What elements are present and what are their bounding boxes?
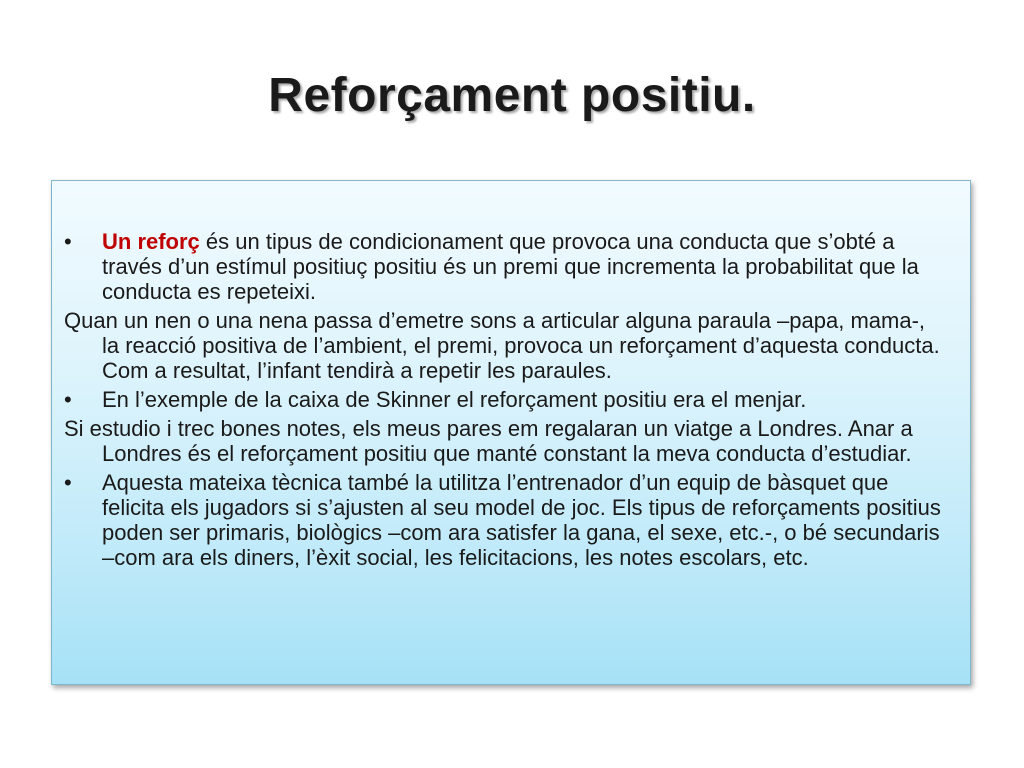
paragraph-text: Aquesta mateixa tècnica també la utilitza l’entrenador d’un equip de bàsquet que felicita els jugadors si s’ajusten al seu model de joc. Els tipus de reforçaments positius poden ser primaris, biològics –com ara satisfer la gana, el sexe, etc.-, o bé secundaris –com ara els diners, l’èxit social, les felicitacions, les notes escolars, etc. [102,470,941,570]
plain-paragraph-4 [64,416,942,466]
paragraph-text: Quan un nen o una nena passa d’emetre sons a articular alguna paraula –papa, mama-, la reacció positiva de l’ambient, el premi, provoca un reforçament d’aquesta conducta. Com a resultat, l’infant tendirà a repetir les paraules. [64,308,940,383]
bullet-icon: • [64,387,72,412]
bullet-icon: • [64,470,72,495]
content-box [51,180,971,685]
paragraph-text: En l’exemple de la caixa de Skinner el reforçament positiu era el menjar. [102,387,807,412]
paragraph-text: Si estudio i trec bones notes, els meus pares em regalaran un viatge a Londres. Anar a Londres és el reforçament positiu que manté constant la meva conducta d’estudiar. [64,416,913,466]
bullet-paragraph-5 [64,470,942,570]
bullet-paragraph-3 [64,387,942,412]
bullet-icon: • [64,229,72,254]
paragraph-text: és un tipus de condicionament que provoca una conducta que s’obté a través d’un estímul positiuç positiu és un premi que incrementa la probabilitat que la conducta es repeteixi. [102,229,919,304]
bullet-paragraph-1 [64,229,942,304]
plain-paragraph-2 [64,308,942,383]
keyword-highlight: Un reforç [102,229,200,254]
slide-title: Reforçament positiu. [268,69,756,122]
